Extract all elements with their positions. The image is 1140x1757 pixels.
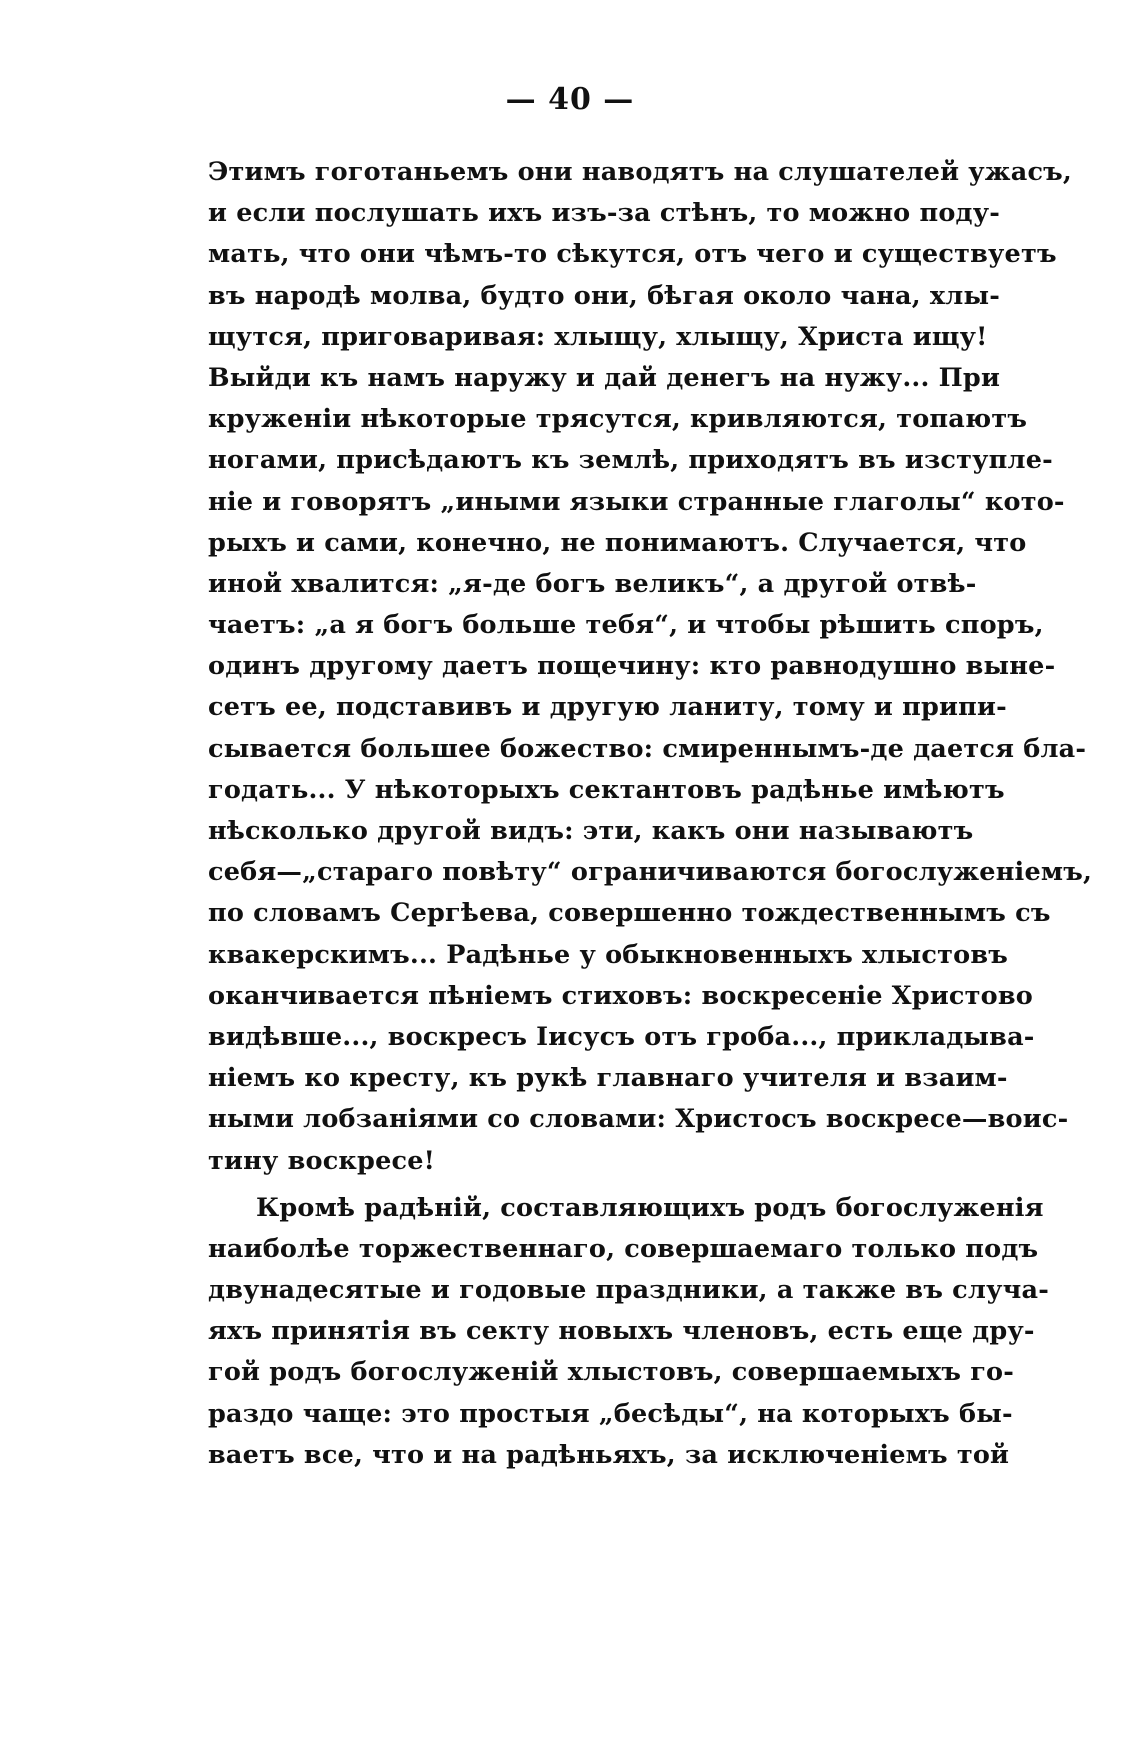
text-line: одинъ другому даетъ пощечину: кто равнодушно выне-	[208, 651, 1056, 682]
text-line: круженіи нѣкоторые трясутся, кривляются, топаютъ	[208, 404, 1028, 435]
text-line: Выйди къ намъ наружу и дай денегъ на нужу... При	[208, 362, 1001, 393]
text-line: яхъ принятія въ секту новыхъ членовъ, есть еще дру-	[208, 1316, 1035, 1347]
text-line: наиболѣе торжественнаго, совершаемаго только подъ	[208, 1233, 1039, 1264]
text-line: ніемъ ко кресту, къ рукѣ главнаго учителя и взаим-	[208, 1063, 1008, 1094]
text-line: оканчивается пѣніемъ стиховъ: воскресеніе Христово	[208, 980, 1033, 1011]
text-line: ніе и говорятъ „иными языки странные глаголы“ кото-	[208, 486, 1065, 517]
text-line: двунадесятые и годовые праздники, а также въ случа-	[208, 1275, 1049, 1306]
paragraph	[208, 152, 1093, 1182]
text-line: рыхъ и сами, конечно, не понимаютъ. Случается, что	[208, 527, 1027, 558]
text-line: сетъ ее, подставивъ и другую ланиту, тому и припи-	[208, 692, 1007, 723]
text-line: годать... У нѣкоторыхъ сектантовъ радѣнье имѣютъ	[208, 774, 1005, 805]
text-line: гой родъ богослуженій хлыстовъ, совершаемыхъ го-	[208, 1357, 1015, 1388]
text-line: себя—„стараго повѣту“ ограничиваются богослуженіемъ,	[208, 857, 1093, 888]
text-line: по словамъ Сергѣева, совершенно тождественнымъ съ	[208, 898, 1051, 929]
text-line: ногами, присѣдаютъ къ землѣ, приходятъ въ изступле-	[208, 445, 1053, 476]
text-line: ными лобзаніями со словами: Христосъ воскресе—воис-	[208, 1104, 1069, 1135]
paragraph	[208, 1188, 1049, 1476]
text-line: раздо чаще: это простыя „бесѣды“, на которыхъ бы-	[208, 1398, 1013, 1429]
text-line: въ народѣ молва, будто они, бѣгая около чана, хлы-	[208, 280, 1001, 311]
text-line: квакерскимъ... Радѣнье у обыкновенныхъ хлыстовъ	[208, 939, 1008, 970]
page-number: — 40 —	[505, 82, 635, 117]
text-line: и если послушать ихъ изъ-за стѣнъ, то можно поду-	[208, 198, 1001, 229]
body-text	[208, 152, 1093, 1476]
text-line: Кромѣ радѣній, составляющихъ родъ богослуженія	[256, 1192, 1044, 1223]
text-line: Этимъ гоготаньемъ они наводятъ на слушателей ужасъ,	[208, 157, 1073, 187]
text-line: ваетъ все, что и на радѣньяхъ, за исключеніемъ той	[208, 1439, 1010, 1470]
text-line: видѣвше..., воскресъ Іисусъ отъ гроба..., прикладыва-	[208, 1021, 1035, 1052]
text-line: тину воскресе!	[208, 1145, 436, 1176]
text-line: мать, что они чѣмъ-то сѣкутся, отъ чего и существуетъ	[208, 239, 1057, 270]
text-line: нѣсколько другой видъ: эти, какъ они называютъ	[208, 816, 974, 846]
text-line: иной хвалится: „я-де богъ великъ“, а другой отвѣ-	[208, 568, 977, 599]
text-line: чаетъ: „а я богъ больше тебя“, и чтобы рѣшить споръ,	[208, 610, 1044, 641]
text-line: щутся, приговаривая: хлыщу, хлыщу, Христа ищу!	[208, 321, 988, 352]
text-line: сывается большее божество: смиреннымъ-де дается бла-	[208, 733, 1087, 764]
